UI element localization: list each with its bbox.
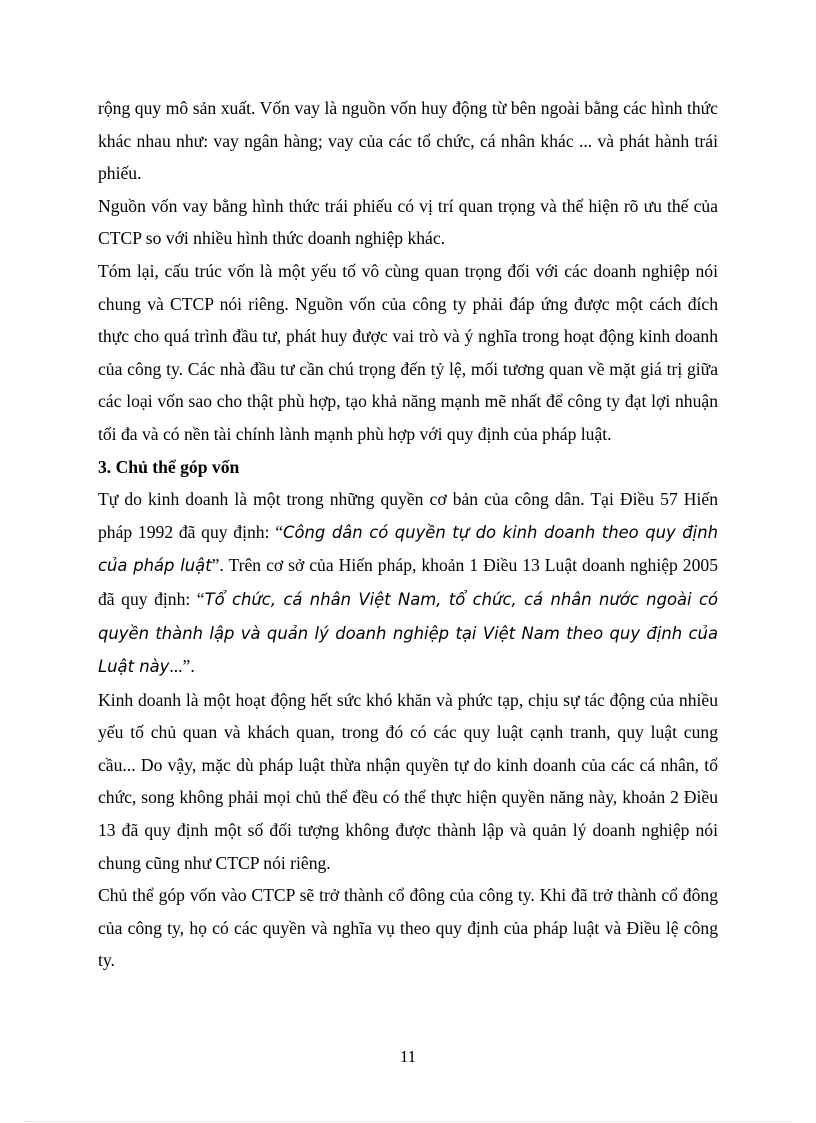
constitution-quote: Công dân có quyền tự do kinh doanh theo quy định của pháp luật — [98, 522, 719, 576]
page-bottom-divider — [24, 1121, 792, 1122]
body-text — [98, 92, 718, 977]
section-heading: 3. Chủ thể góp vốn — [98, 456, 240, 477]
paragraph-borrowed-capital: rộng quy mô sản xuất. Vốn vay là nguồn vốn huy động từ bên ngoài bằng các hình thức khác nhau như: vay ngân hàng; vay của các tổ chức, cá nhân khác ... và phát hành trái phiếu. — [98, 98, 718, 184]
enterprise-law-quote: Tổ chức, cá nhân Việt Nam, tổ chức, cá nhân nước ngoài có quyền thành lập và quản lý doanh nghiệp tại Việt Nam theo quy định của Luật này — [98, 589, 718, 677]
paragraph-text: ”. Trên cơ sở của Hiến pháp, khoản 1 Điều 13 Luật doanh nghiệp 2005 đã quy định: “ — [98, 555, 718, 609]
paragraph-text: Tự do kinh doanh là một trong những quyền cơ bản của công dân. Tại Điều 57 Hiến pháp 1992 đã quy định: “ — [98, 489, 718, 542]
paragraph-business-complexity: Kinh doanh là một hoạt động hết sức khó khăn và phức tạp, chịu sự tác động của nhiều yếu tố chủ quan và khách quan, trong đó có các quy luật cạnh tranh, quy luật cung cầu... Do vậy, mặc dù pháp luật thừa nhận quyền tự do kinh doanh của các cá nhân, tổ chức, song không phải mọi chủ thể đều có thể thực hiện quyền năng này, khoản 2 Điều 13 đã quy định một số đối tượng không được thành lập và quản lý doanh nghiệp nói chung cũng như CTCP nói riêng. — [98, 689, 718, 873]
page-number: 11 — [399, 1047, 417, 1066]
paragraph-shareholders: Chủ thể góp vốn vào CTCP sẽ trở thành cổ đông của công ty. Khi đã trở thành cổ đông của công ty, họ có các quyền và nghĩa vụ theo quy định của pháp luật và Điều lệ công ty. — [98, 885, 718, 971]
paragraph-text: ...”. — [169, 656, 195, 677]
paragraph-bond-capital: Nguồn vốn vay bằng hình thức trái phiếu có vị trí quan trọng và thể hiện rõ ưu thế của CTCP so với nhiều hình thức doanh nghiệp khác. — [98, 195, 718, 249]
paragraph-freedom-of-business — [98, 483, 718, 684]
paragraph-summary: Tóm lại, cấu trúc vốn là một yếu tố vô cùng quan trọng đối với các doanh nghiệp nói chung và CTCP nói riêng. Nguồn vốn của công ty phải đáp ứng được một cách đích thực cho quá trình đầu tư, phát huy được vai trò và ý nghĩa trong hoạt động kinh doanh của công ty. Các nhà đầu tư cần chú trọng đến tỷ lệ, mối tương quan về mặt giá trị giữa các loại vốn sao cho thật phù hợp, tạo khả năng mạnh mẽ nhất để công ty đạt lợi nhuận tối đa và có nền tài chính lành mạnh phù hợp với quy định của pháp luật. — [98, 260, 718, 444]
